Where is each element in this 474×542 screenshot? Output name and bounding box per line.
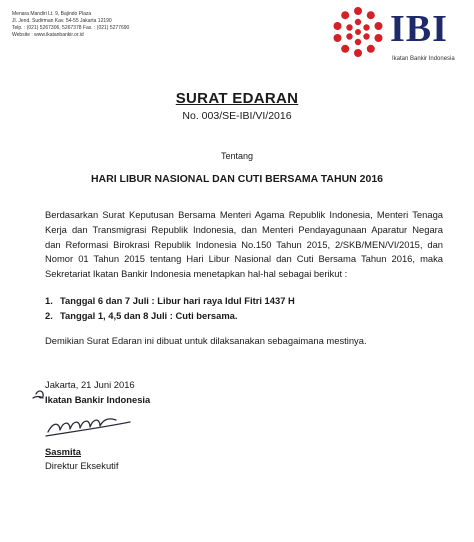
list-item-number: 2. — [45, 310, 53, 321]
holiday-list — [45, 293, 445, 323]
list-item-number: 1. — [45, 295, 53, 306]
about-label: Tentang — [220, 151, 254, 161]
organization-name: Ikatan Bankir Indonesia — [45, 394, 151, 405]
logo-text: IBI — [390, 8, 448, 50]
letterhead-address — [12, 11, 129, 39]
letter-subject: HARI LIBUR NASIONAL DAN CUTI BERSAMA TAHUN 2016 — [90, 173, 384, 185]
list-item — [45, 293, 445, 308]
paragraph-line: Kerja dan Transmigrasi Republik Indonesia, dan Menteri Pendayagunaan Aparatur Negara — [45, 223, 443, 235]
place-date: Jakarta, 21 Juni 2016 — [45, 379, 135, 390]
address-line: Jl. Jend. Sudirman Kav. 54-55 Jakarta 12190 — [12, 18, 112, 24]
ibi-logo — [330, 4, 470, 70]
letter-title-text: SURAT EDARAN — [175, 90, 299, 107]
signer-name: Sasmita — [45, 446, 81, 457]
paragraph-line: dan Reformasi Birokrasi Republik Indonesia No.150 Tahun 2015, 2/SKB/MEN/VI/2015, dan — [45, 238, 443, 250]
letter-title — [0, 90, 474, 108]
list-item-text: Tanggal 1, 4,5 dan 8 Juli : Cuti bersama. — [60, 310, 238, 321]
letter-number: No. 003/SE-IBI/VI/2016 — [182, 110, 292, 122]
paragraph-line: Berdasarkan Surat Keputusan Bersama Menteri Agama Republik Indonesia, Menteri Tenaga — [45, 209, 443, 220]
paragraph-line: Nomor 01 Tahun 2015 tentang Hari Libur Nasional dan Cuti Bersama Tahun 2016, maka — [45, 253, 443, 265]
paragraph-line: Sekretariat Ikatan Bankir Indonesia menetapkan hal-hal sebagai berikut : — [45, 268, 348, 280]
list-item-text: Tanggal 6 dan 7 Juli : Libur hari raya Idul Fitri 1437 H — [60, 295, 295, 306]
body-paragraph — [45, 208, 443, 282]
ibi-logo-mark-icon — [330, 4, 386, 60]
list-item — [45, 308, 445, 323]
address-line: Website : www.ikatanbankir.or.id — [12, 32, 84, 38]
address-line: Menara Mandiri Lt. 9, Bajindo Plaza — [12, 11, 92, 17]
closing-sentence: Demikian Surat Edaran ini dibuat untuk dilaksanakan sebagaimana mestinya. — [45, 335, 367, 346]
logo-subtitle: Ikatan Bankir Indonesia — [392, 56, 455, 62]
address-line: Telp. : (021) 5267306, 5267378 Fax. : (021) 5277690 — [12, 25, 130, 31]
handwritten-signature — [30, 380, 160, 450]
signer-title: Direktur Eksekutif — [45, 460, 119, 471]
